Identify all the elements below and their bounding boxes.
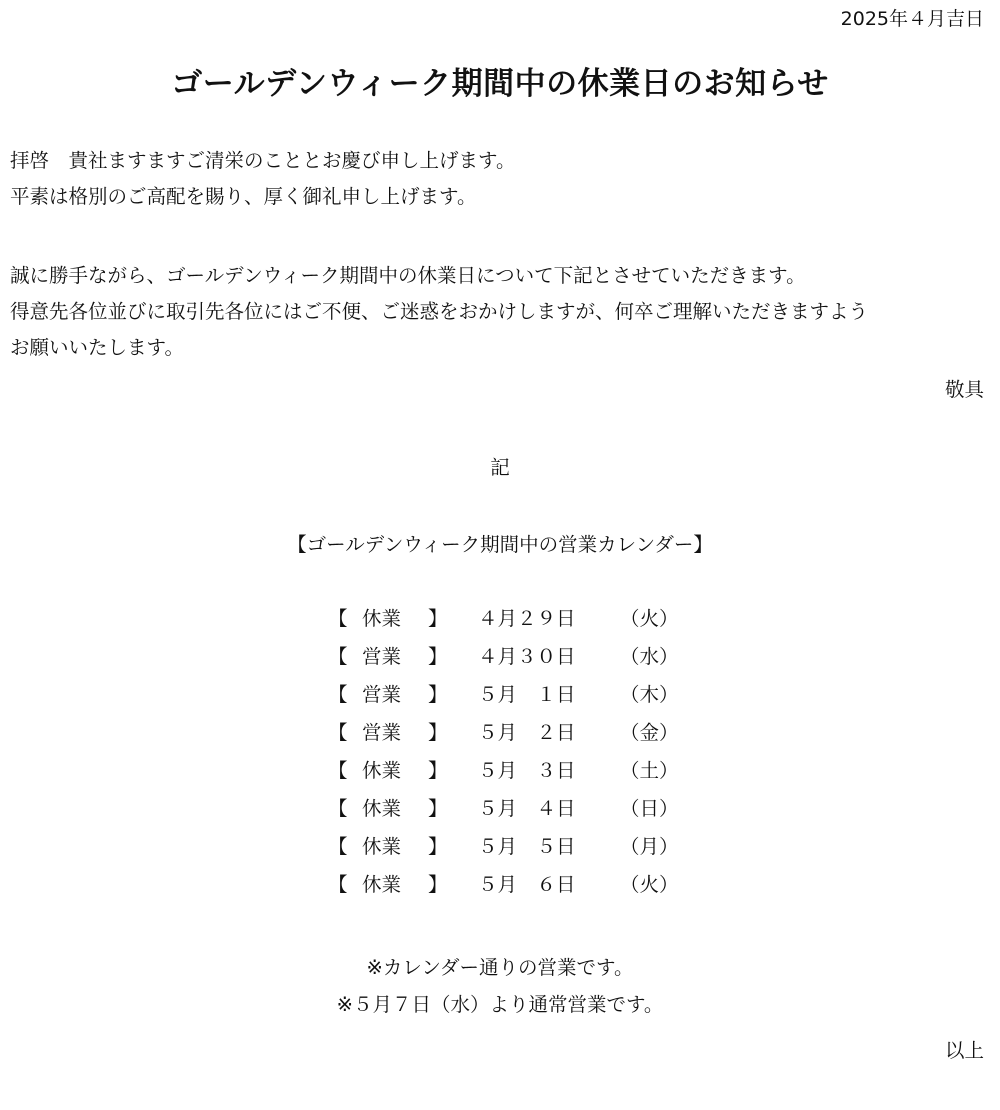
open-bracket: 【: [328, 645, 348, 668]
body-line: 得意先各位並びに取引先各位にはご不便、ご迷惑をおかけしますが、何卒ご理解いただきますよう: [10, 300, 869, 323]
calendar-date: ５月 ２日: [478, 721, 576, 744]
calendar-status: 休業: [362, 607, 402, 630]
calendar-status: 営業: [362, 683, 402, 706]
calendar-weekday: （火）: [620, 607, 679, 630]
open-bracket: 【: [328, 607, 348, 630]
closing-salutation: 敬具: [944, 378, 984, 401]
close-bracket: 】: [428, 873, 448, 896]
calendar-weekday: （水）: [620, 645, 679, 668]
close-bracket: 】: [428, 645, 448, 668]
close-bracket: 】: [428, 683, 448, 706]
open-bracket: 【: [328, 835, 348, 858]
body-line: 誠に勝手ながら、ゴールデンウィーク期間中の休業日について下記とさせていただきます。: [10, 264, 806, 287]
open-bracket: 【: [328, 797, 348, 820]
greeting-line: 拝啓 貴社ますますご清栄のこととお慶び申し上げます。: [10, 149, 516, 172]
calendar-weekday: （土）: [620, 759, 679, 782]
calendar-status: 休業: [362, 759, 402, 782]
calendar-row: [320, 714, 680, 752]
calendar-status: 営業: [362, 721, 402, 744]
calendar-row: [320, 676, 680, 714]
calendar-note: ※カレンダー通りの営業です。: [366, 956, 634, 979]
calendar-title: 【ゴールデンウィーク期間中の営業カレンダー】: [287, 533, 713, 556]
close-bracket: 】: [428, 835, 448, 858]
calendar-row: [320, 866, 680, 904]
calendar-row: [320, 638, 680, 676]
body-line: お願いいたします。: [10, 336, 184, 359]
open-bracket: 【: [328, 759, 348, 782]
open-bracket: 【: [328, 721, 348, 744]
calendar-row: [320, 828, 680, 866]
closing-ijou: 以上: [944, 1039, 984, 1062]
close-bracket: 】: [428, 607, 448, 630]
body-paragraph: [10, 258, 868, 366]
calendar-date: ５月 １日: [478, 683, 576, 706]
page-title: ゴールデンウィーク期間中の休業日のお知らせ: [171, 66, 829, 102]
calendar-status: 休業: [362, 797, 402, 820]
calendar-status: 営業: [362, 645, 402, 668]
open-bracket: 【: [328, 683, 348, 706]
calendar-status: 休業: [362, 835, 402, 858]
calendar-date: ４月２９日: [478, 607, 576, 630]
close-bracket: 】: [428, 759, 448, 782]
open-bracket: 【: [328, 873, 348, 896]
calendar-row: [320, 790, 680, 828]
calendar-weekday: （日）: [620, 797, 679, 820]
calendar-status: 休業: [362, 873, 402, 896]
calendar-weekday: （木）: [620, 683, 679, 706]
calendar-date: ５月 ６日: [478, 873, 576, 896]
calendar-row: [320, 600, 680, 638]
close-bracket: 】: [428, 721, 448, 744]
document-date: 2025年４月吉日: [840, 8, 984, 30]
calendar-row: [320, 752, 680, 790]
calendar-weekday: （金）: [620, 721, 679, 744]
calendar-date: ５月 ４日: [478, 797, 576, 820]
calendar-date: ５月 ５日: [478, 835, 576, 858]
calendar-weekday: （火）: [620, 873, 679, 896]
close-bracket: 】: [428, 797, 448, 820]
resume-note: ※５月７日（水）より通常営業です。: [336, 993, 664, 1016]
calendar-date: ４月３０日: [478, 645, 576, 668]
greeting-line: 平素は格別のご高配を賜り、厚く御礼申し上げます。: [10, 185, 477, 208]
ki-heading: 記: [490, 456, 510, 479]
business-calendar: [320, 600, 680, 904]
calendar-weekday: （月）: [620, 835, 679, 858]
calendar-date: ５月 ３日: [478, 759, 576, 782]
greeting-paragraph: [10, 143, 515, 215]
